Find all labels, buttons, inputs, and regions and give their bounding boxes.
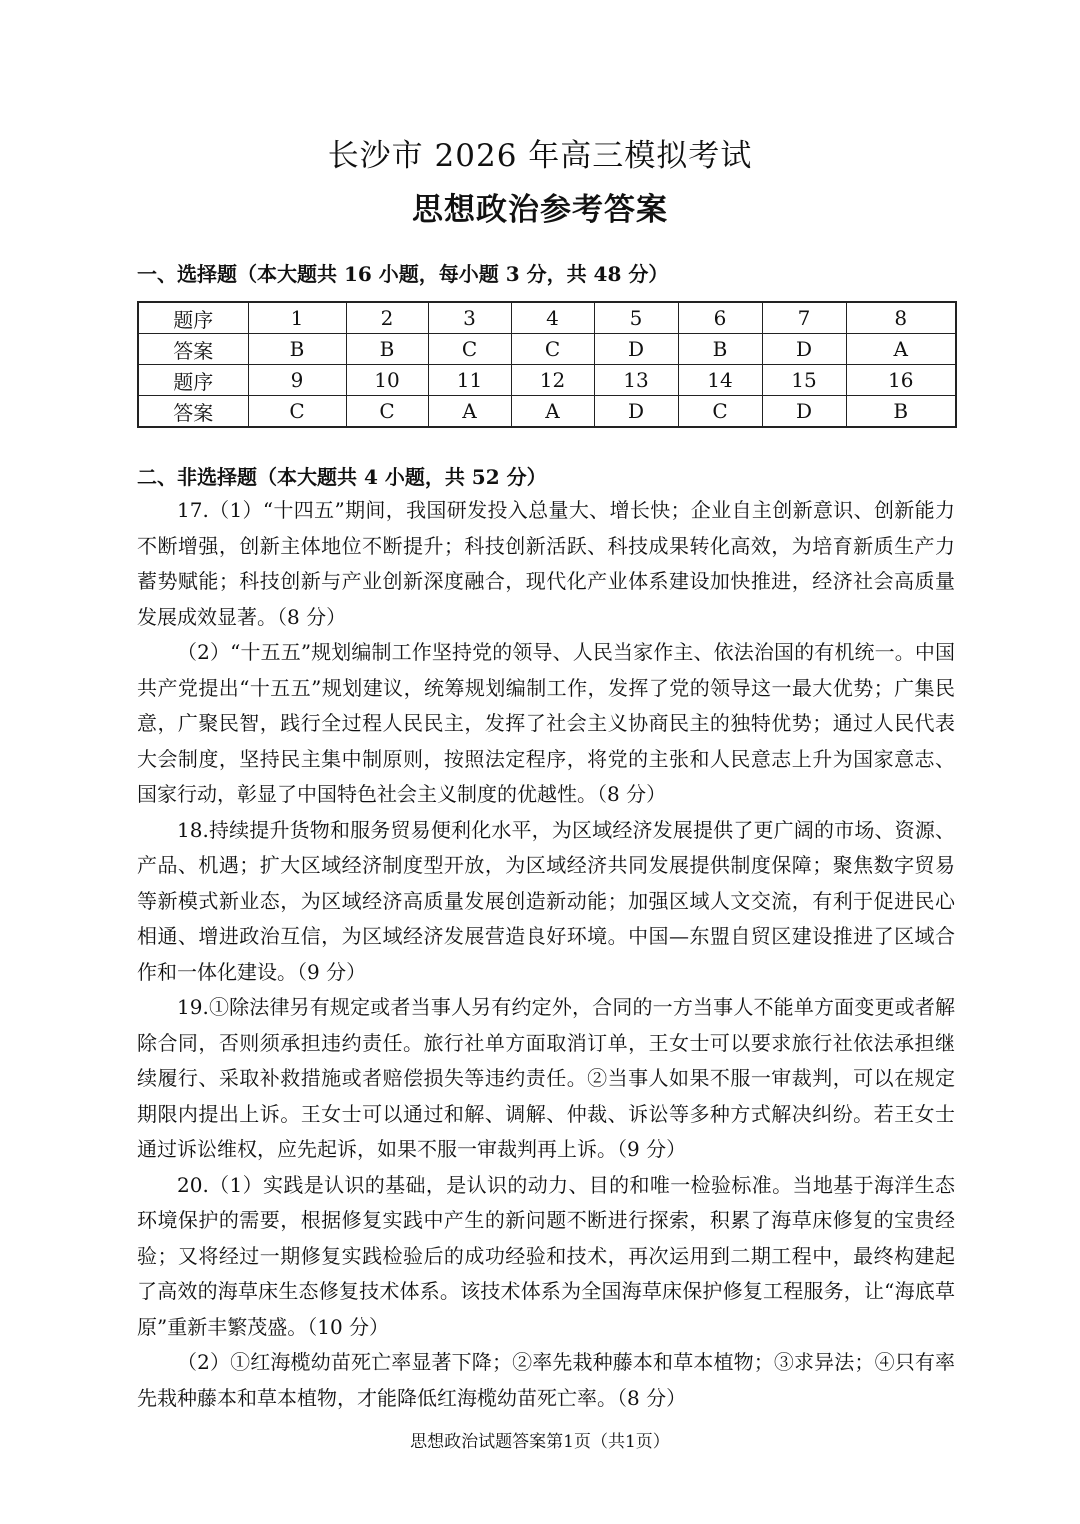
table-cell: 14: [678, 365, 762, 396]
table-cell: A: [428, 396, 511, 428]
table-cell: D: [594, 396, 678, 428]
table-cell: C: [248, 396, 346, 428]
table-cell: 13: [594, 365, 678, 396]
row-label: 题序: [138, 365, 248, 396]
table-cell: 1: [248, 302, 346, 334]
table-cell: C: [511, 334, 594, 365]
section2-heading: 二、非选择题（本大题共 4 小题，共 52 分）: [137, 465, 547, 489]
table-cell: C: [428, 334, 511, 365]
table-cell: 5: [594, 302, 678, 334]
table-cell: 16: [846, 365, 956, 396]
table-cell: C: [678, 396, 762, 428]
answer-paragraph-20-1: 20.（1）实践是认识的基础，是认识的动力、目的和唯一检验标准。当地基于海洋生态环境保护的需要，根据修复实践中产生的新问题不断进行探索，积累了海草床修复的宝贵经验；又将经过一期修复实践检验后的成功经验和技术，再次运用到二期工程中，最终构建起了高效的海草床生态修复技术体系。该技术体系为全国海草床保护修复工程服务，让“海底草原”重新丰繁茂盛。（10 分）: [137, 1172, 955, 1339]
table-cell: 6: [678, 302, 762, 334]
table-row: [138, 334, 956, 365]
table-cell: A: [511, 396, 594, 428]
table-cell: 7: [762, 302, 846, 334]
table-cell: 8: [846, 302, 956, 334]
table-cell: D: [762, 396, 846, 428]
page-footer: 思想政治试题答案第1页（共1页）: [410, 1432, 670, 1452]
answer-table: [137, 301, 957, 428]
answer-body: [137, 493, 955, 1416]
table-cell: 12: [511, 365, 594, 396]
table-row: [138, 302, 956, 334]
answer-paragraph-20-2: （2）①红海榄幼苗死亡率显著下降；②率先栽种藤本和草本植物；③求异法；④只有率先栽种藤本和草本植物，才能降低红海榄幼苗死亡率。（8 分）: [137, 1350, 955, 1410]
table-cell: B: [248, 334, 346, 365]
section1-heading: 一、选择题（本大题共 16 小题，每小题 3 分，共 48 分）: [137, 262, 669, 286]
table-cell: 2: [346, 302, 428, 334]
table-cell: A: [846, 334, 956, 365]
table-cell: C: [346, 396, 428, 428]
table-cell: 15: [762, 365, 846, 396]
table-cell: 4: [511, 302, 594, 334]
table-cell: B: [678, 334, 762, 365]
table-row: [138, 365, 956, 396]
table-cell: D: [762, 334, 846, 365]
table-cell: 10: [346, 365, 428, 396]
answer-paragraph-17-2: （2）“十五五”规划编制工作坚持党的领导、人民当家作主、依法治国的有机统一。中国共产党提出“十五五”规划建议，统筹规划编制工作，发挥了党的领导这一最大优势；广集民意，广聚民智，践行全过程人民民主，发挥了社会主义协商民主的独特优势；通过人民代表大会制度，坚持民主集中制原则，按照法定程序，将党的主张和人民意志上升为国家意志、国家行动，彰显了中国特色社会主义制度的优越性。（8 分）: [137, 640, 955, 806]
table-cell: D: [594, 334, 678, 365]
answer-paragraph-19: 19.①除法律另有规定或者当事人另有约定外，合同的一方当事人不能单方面变更或者解除合同，否则须承担违约责任。旅行社单方面取消订单，王女士可以要求旅行社依法承担继续履行、采取补救措施或者赔偿损失等违约责任。②当事人如果不服一审裁判，可以在规定期限内提出上诉。王女士可以通过和解、调解、仲裁、诉讼等多种方式解决纠纷。若王女士通过诉讼维权，应先起诉，如果不服一审裁判再上诉。（9 分）: [137, 995, 955, 1161]
table-cell: 9: [248, 365, 346, 396]
table-cell: B: [346, 334, 428, 365]
exam-title: 长沙市 2026 年高三模拟考试: [327, 138, 753, 174]
row-label: 答案: [138, 396, 248, 428]
table-row: [138, 396, 956, 428]
document-subtitle: 思想政治参考答案: [412, 192, 668, 228]
table-cell: 3: [428, 302, 511, 334]
table-cell: 11: [428, 365, 511, 396]
answer-paragraph-18: 18.持续提升货物和服务贸易便利化水平，为区域经济发展提供了更广阔的市场、资源、产品、机遇；扩大区域经济制度型开放，为区域经济共同发展提供制度保障；聚焦数字贸易等新模式新业态，为区域经济高质量发展创造新动能；加强区域人文交流，有利于促进民心相通、增进政治互信，为区域经济发展营造良好环境。中国—东盟自贸区建设推进了区域合作和一体化建设。（9 分）: [137, 817, 955, 984]
answer-paragraph-17-1: 17.（1）“十四五”期间，我国研发投入总量大、增长快；企业自主创新意识、创新能力不断增强，创新主体地位不断提升；科技创新活跃、科技成果转化高效，为培育新质生产力蓄势赋能；科技创新与产业创新深度融合，现代化产业体系建设加快推进，经济社会高质量发展成效显著。（8 分）: [137, 498, 955, 629]
row-label: 题序: [138, 302, 248, 334]
row-label: 答案: [138, 334, 248, 365]
table-cell: B: [846, 396, 956, 428]
